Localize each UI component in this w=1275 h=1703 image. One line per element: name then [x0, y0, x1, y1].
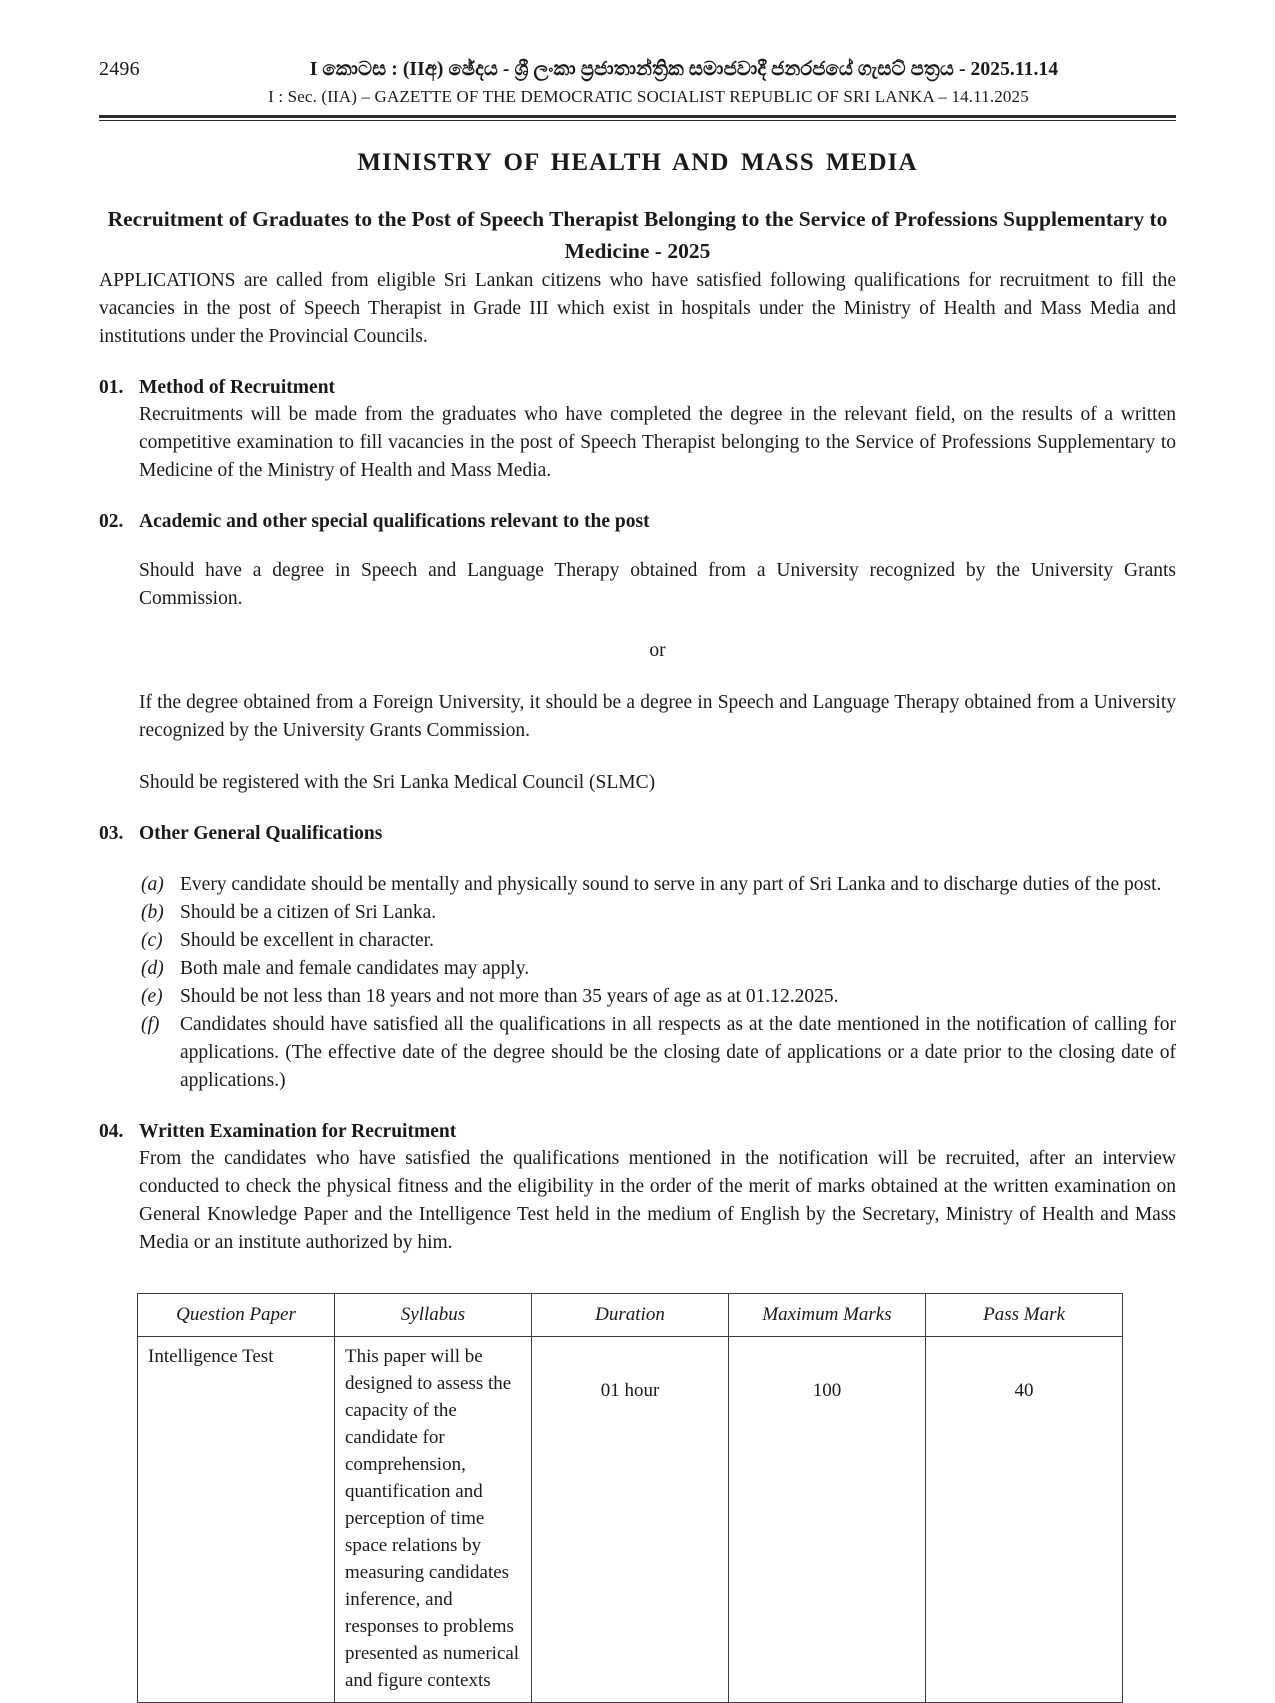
- list-item-marker: (b): [141, 902, 164, 923]
- ministry-title: MINISTRY OF HEALTH AND MASS MEDIA: [357, 149, 918, 176]
- list-item-marker: (d): [141, 958, 164, 979]
- list-item: [139, 1011, 1176, 1095]
- section-02-paragraph-3: Should be registered with the Sri Lanka Medical Council (SLMC): [139, 772, 656, 793]
- list-item: [139, 871, 1176, 899]
- list-item: [139, 927, 1176, 955]
- exam-table-body: [138, 1337, 1123, 1703]
- exam-table-container: [137, 1293, 1123, 1703]
- cell-question-paper: Intelligence Test: [138, 1337, 335, 1703]
- section-method-of-recruitment: [99, 377, 1176, 485]
- intro-paragraph: APPLICATIONS are called from eligible Sri Lankan citizens who have satisfied following qualifications for recruitment to fill the vacancies in the post of Speech Therapist in Grade III which exist in hospitals under the Ministry of Health and Mass Media and institutions under the Provincial Councils.: [99, 270, 1176, 347]
- list-item: [139, 899, 1176, 927]
- document-title: Recruitment of Graduates to the Post of Speech Therapist Belonging to the Service of Professions Supplementary to Medicine - 2025: [107, 207, 1168, 263]
- list-item-marker: (f): [141, 1014, 160, 1035]
- header-divider-rule: [99, 115, 1176, 121]
- running-header-sinhala: I කොටස : (IIඅ) ඡේදය - ශ්‍රී ලංකා ප්‍රජාතාන්ත්‍රික සමාජවාදී ජනරජයේ ගැසට් පත්‍රය - 2025.11.14: [309, 59, 1059, 80]
- list-item-marker: (a): [141, 874, 164, 895]
- section-04-title: Written Examination for Recruitment: [139, 1121, 457, 1142]
- section-01-heading: [99, 377, 1176, 399]
- running-header-english-text: I : Sec. (IIA) – GAZETTE OF THE DEMOCRATIC SOCIALIST REPUBLIC OF SRI LANKA – 14.11.2025: [268, 87, 1029, 106]
- cell-pass-mark: 40: [926, 1337, 1123, 1703]
- section-04-body: [139, 1145, 1176, 1257]
- col-header-pass-mark: Pass Mark: [926, 1294, 1123, 1337]
- col-header-duration: Duration: [532, 1294, 729, 1337]
- running-header-english: [0, 87, 1275, 107]
- section-01-number: 01.: [99, 377, 124, 398]
- list-item-text: Should be excellent in character.: [180, 930, 434, 951]
- running-header-primary: [0, 58, 1275, 81]
- cell-duration: 01 hour: [532, 1337, 729, 1703]
- list-item: [139, 955, 1176, 983]
- list-item-marker: (e): [141, 986, 163, 1007]
- document-body: [99, 267, 1176, 1703]
- section-other-general-qualifications: [99, 823, 1176, 1095]
- exam-table-header: [138, 1294, 1123, 1337]
- section-02-paragraph-1: Should have a degree in Speech and Language Therapy obtained from a University recognized by the University Grants Commission.: [139, 560, 1176, 609]
- section-03-body: [139, 871, 1176, 1095]
- col-header-question-paper: Question Paper: [138, 1294, 335, 1337]
- section-03-heading: [99, 823, 1176, 845]
- cell-syllabus: This paper will be designed to assess the capacity of the candidate for comprehension, quantification and perception of time space relations by measuring candidates inference, and responses to problems presented as numerical and figure contexts: [335, 1337, 532, 1703]
- section-02-title: Academic and other special qualifications relevant to the post: [139, 511, 650, 532]
- section-02-body: [139, 557, 1176, 797]
- page-folio-number: 2496: [99, 58, 140, 80]
- section-01-body: [139, 401, 1176, 485]
- list-item: [139, 983, 1176, 1011]
- section-02-or-separator: or: [649, 640, 666, 661]
- section-03-number: 03.: [99, 823, 124, 844]
- list-item-text: Should be a citizen of Sri Lanka.: [180, 902, 437, 923]
- general-qualifications-list: [139, 871, 1176, 1095]
- running-header: [0, 0, 1275, 121]
- examination-table: [137, 1293, 1123, 1703]
- list-item-text: Should be not less than 18 years and not more than 35 years of age as at 01.12.2025.: [180, 986, 839, 1007]
- section-01-paragraph: Recruitments will be made from the graduates who have completed the degree in the relevant field, on the results of a written competitive examination to fill vacancies in the post of Speech Therapist belonging to the Service of Professions Supplementary to Medicine of the Ministry of Health and Mass Media.: [139, 404, 1176, 481]
- col-header-syllabus: Syllabus: [335, 1294, 532, 1337]
- col-header-maximum-marks: Maximum Marks: [729, 1294, 926, 1337]
- section-01-title: Method of Recruitment: [139, 377, 336, 398]
- section-02-paragraph-2: If the degree obtained from a Foreign University, it should be a degree in Speech and Language Therapy obtained from a University recognized by the University Grants Commission.: [139, 692, 1176, 741]
- section-04-number: 04.: [99, 1121, 124, 1142]
- section-academic-qualifications: [99, 511, 1176, 797]
- list-item-marker: (c): [141, 930, 163, 951]
- section-04-paragraph: From the candidates who have satisfied the qualifications mentioned in the notification will be recruited, after an interview conducted to check the physical fitness and the eligibility in the order of the merit of marks obtained at the written examination on General Knowledge Paper and the Intelligence Test held in the medium of English by the Secretary, Ministry of Health and Mass Media or an institute authorized by him.: [139, 1148, 1176, 1253]
- section-03-title: Other General Qualifications: [139, 823, 383, 844]
- list-item-text: Both male and female candidates may apply.: [180, 958, 530, 979]
- section-02-number: 02.: [99, 511, 124, 532]
- table-row: [138, 1337, 1123, 1703]
- section-02-heading: [99, 511, 1176, 533]
- section-04-heading: [99, 1121, 1176, 1143]
- cell-maximum-marks: 100: [729, 1337, 926, 1703]
- table-header-row: [138, 1294, 1123, 1337]
- list-item-text: Every candidate should be mentally and physically sound to serve in any part of Sri Lanka and to discharge duties of the post.: [180, 874, 1162, 895]
- section-written-examination: [99, 1121, 1176, 1257]
- list-item-text: Candidates should have satisfied all the qualifications in all respects as at the date mentioned in the notification of calling for applications. (The effective date of the degree should be the closing date of applications or a date prior to the closing date of applications.): [180, 1014, 1176, 1091]
